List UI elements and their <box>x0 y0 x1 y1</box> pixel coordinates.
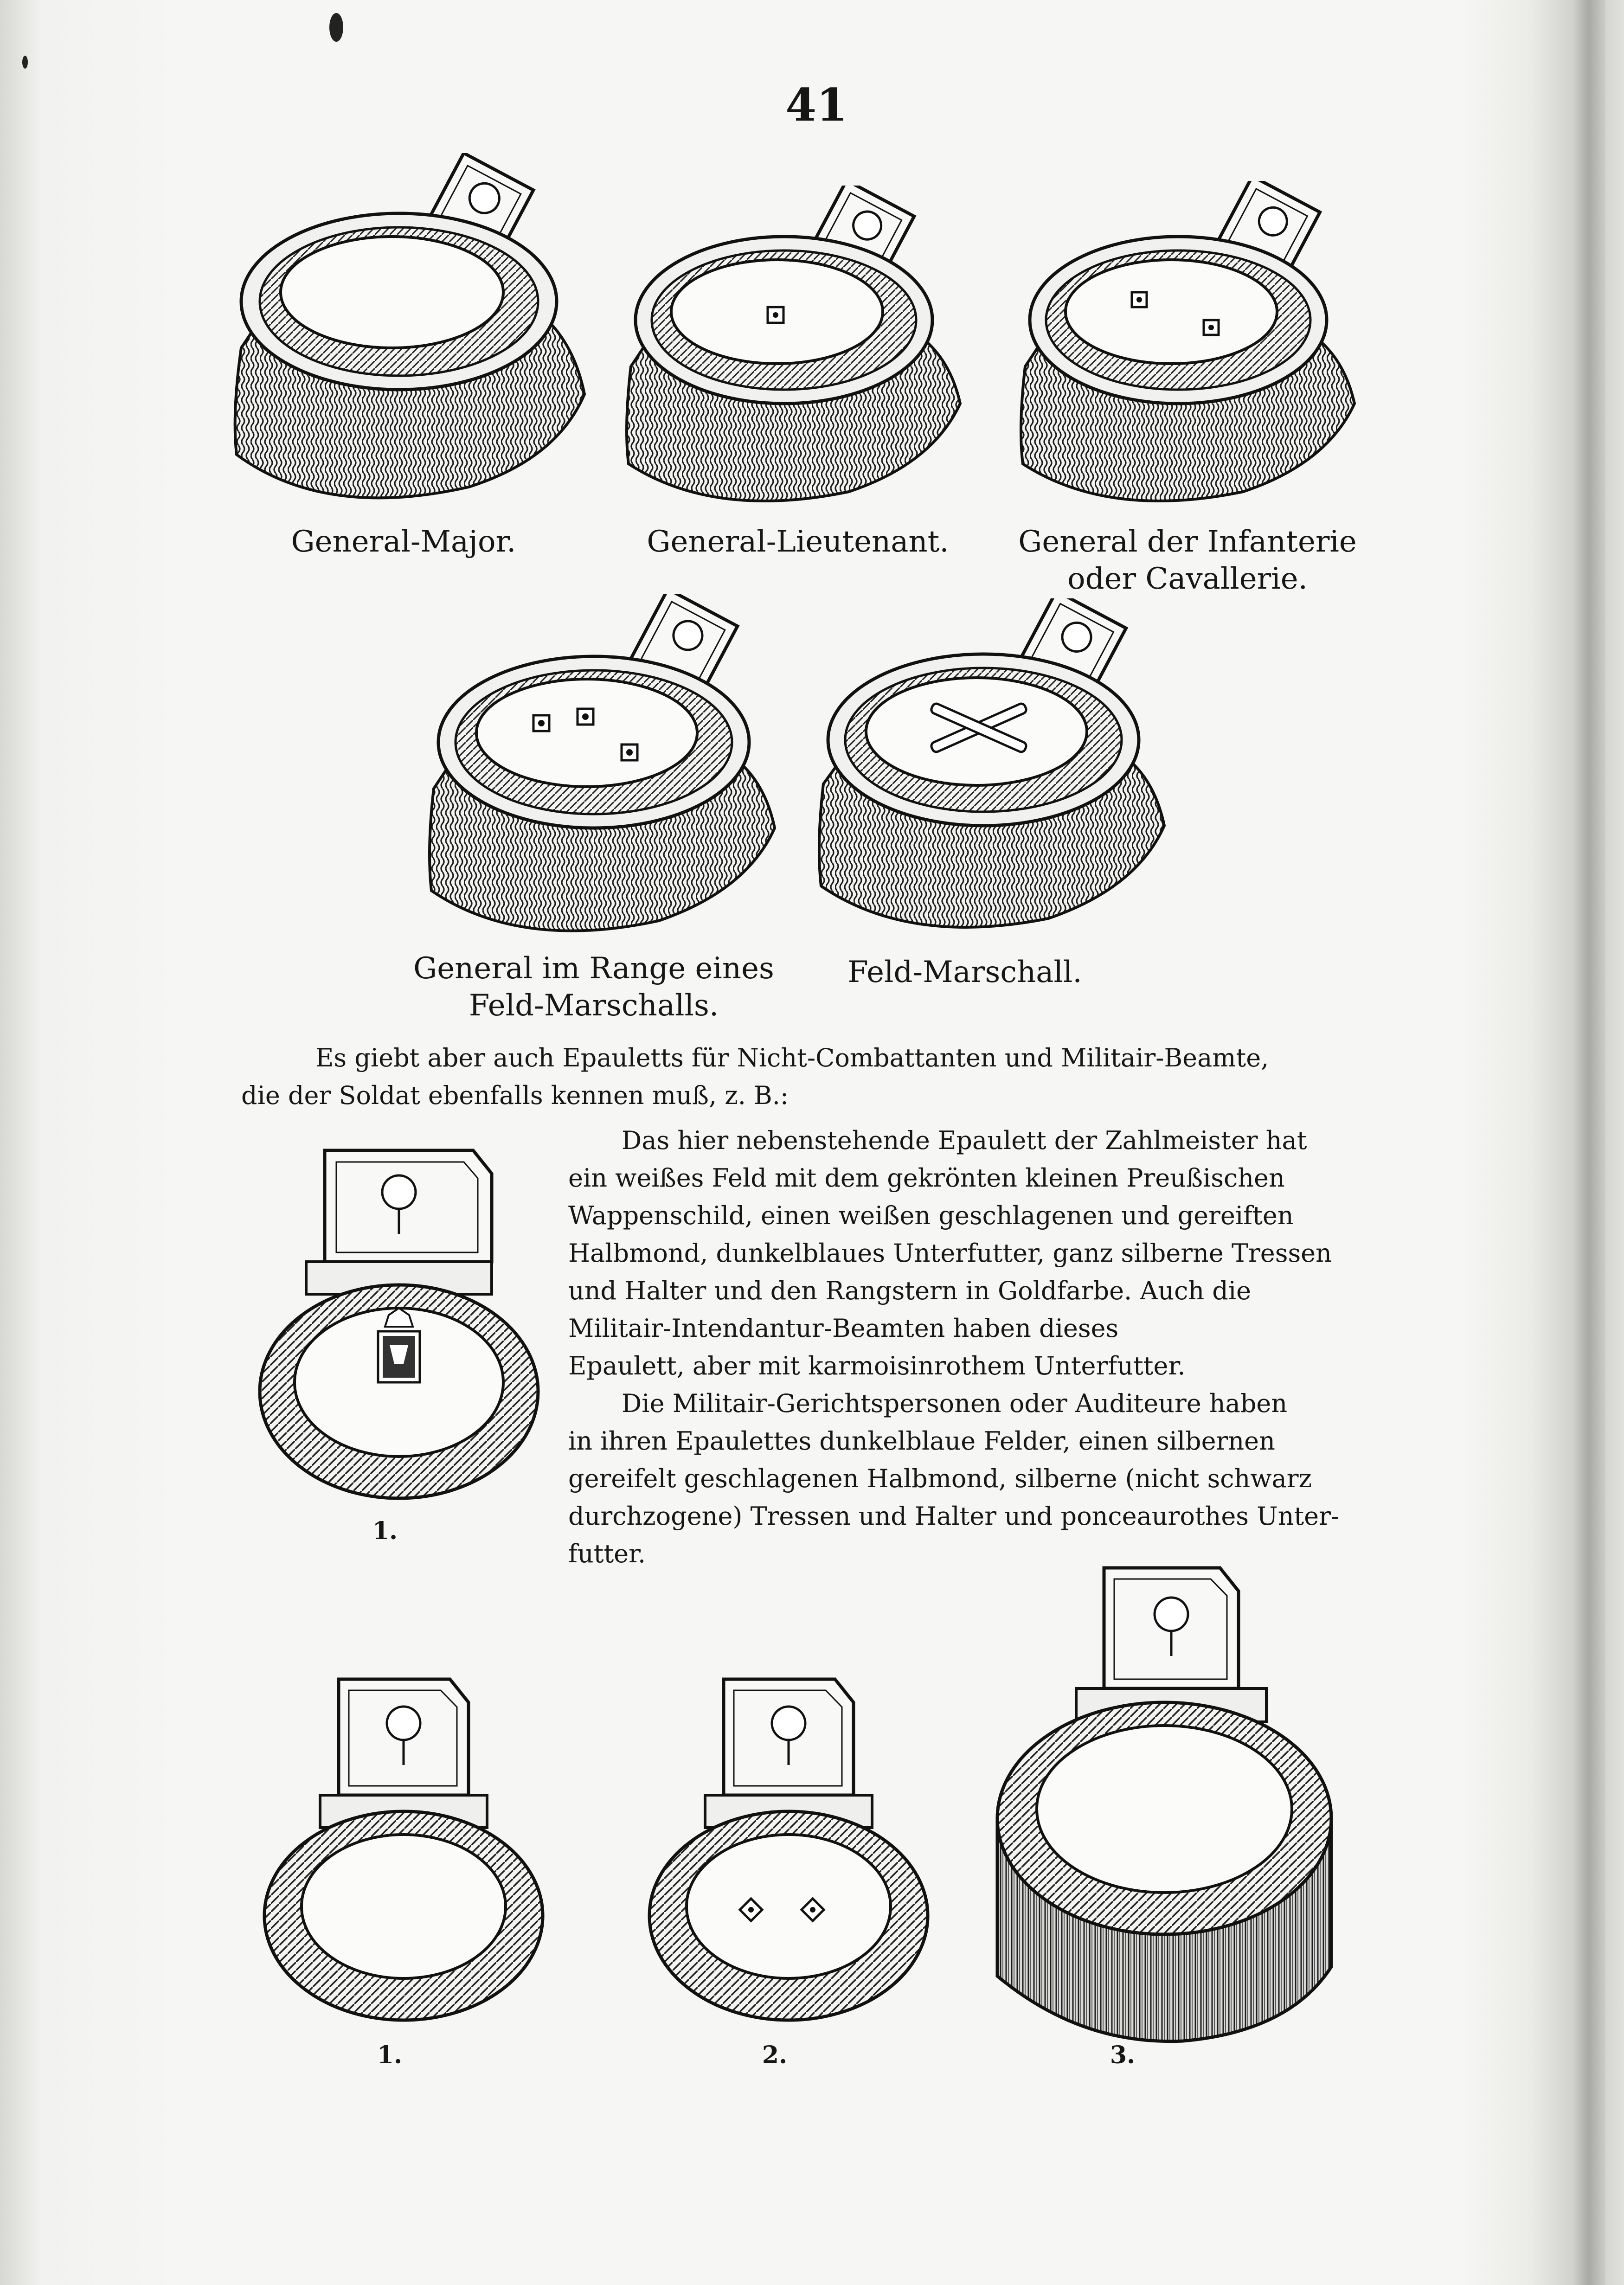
epaulette-bottom-3 <box>988 1559 1350 2050</box>
rank-star <box>533 715 549 731</box>
epaulette-general-lieutenant-illustration <box>598 186 979 524</box>
epaulette-field-marshal <box>789 598 1188 951</box>
body-line-6: Militair-Intendantur-Beamten haben dieses <box>568 1314 1119 1343</box>
body-line-7: Epaulett, aber mit karmoisinrothem Unterfutter. <box>568 1351 1186 1380</box>
epaulette-general-major-illustration <box>204 153 603 524</box>
epaulette-field-marshal-illustration <box>789 598 1188 951</box>
page-gutter-shadow <box>1573 0 1605 2285</box>
epaulette-general-infantry <box>993 181 1373 524</box>
page-number: 41 <box>785 79 847 131</box>
bottom-figure-2-label: 2. <box>762 2041 788 2069</box>
bottom-figure-3-label: 3. <box>1110 2041 1136 2069</box>
rank-star <box>622 745 637 760</box>
caption-general-major: General-Major. <box>291 525 516 559</box>
caption-general-field-marshal-rank-line-1: General im Range eines <box>413 951 774 986</box>
body-line-11: durchzogene) Tressen und Halter und ponceaurothes Unter- <box>568 1502 1340 1531</box>
ink-speck <box>22 56 28 69</box>
body-line-9: in ihren Epaulettes dunkelblaue Felder, einen silbernen <box>568 1426 1275 1456</box>
epaulette-general-lieutenant <box>598 186 979 524</box>
rank-star <box>1204 320 1219 335</box>
epaulette-bottom-2-illustration <box>631 1670 946 2041</box>
paymaster-figure-label: 1. <box>372 1517 398 1545</box>
body-line-1: Das hier nebenstehende Epaulett der Zahlmeister hat <box>622 1126 1307 1155</box>
body-line-10: gereifelt geschlagenen Halbmond, silberne (nicht schwarz <box>568 1464 1312 1493</box>
caption-general-lieutenant: General-Lieutenant. <box>647 525 949 559</box>
body-line-2: ein weißes Feld mit dem gekrönten kleinen Preußischen <box>568 1163 1285 1193</box>
body-line-8: Die Militair-Gerichtspersonen oder Auditeure haben <box>622 1389 1288 1418</box>
epaulette-bottom-1-illustration <box>246 1670 561 2041</box>
body-paragraph <box>568 1122 1345 1573</box>
epaulette-bottom-1 <box>246 1670 561 2041</box>
epaulette-general-major <box>204 153 603 524</box>
intro-line-1: Es giebt aber auch Epauletts für Nicht-Combattanten und Militair-Beamte, <box>315 1043 1269 1072</box>
body-line-3: Wappenschild, einen weißen geschlagenen und gereiften <box>568 1201 1294 1230</box>
caption-field-marshal: Feld-Marschall. <box>847 955 1082 989</box>
intro-paragraph <box>241 1039 1345 1114</box>
caption-general-field-marshal-rank <box>408 950 779 1024</box>
epaulette-bottom-2 <box>631 1670 946 2041</box>
rank-star <box>1132 292 1147 307</box>
caption-general-infantry-line-1: General der Infanterie <box>1018 525 1357 559</box>
ink-speck <box>329 13 343 42</box>
body-line-12: futter. <box>568 1539 646 1568</box>
body-line-4: Halbmond, dunkelblaues Unterfutter, ganz silberne Tressen <box>568 1239 1332 1268</box>
caption-general-field-marshal-rank-line-2: Feld-Marschalls. <box>469 988 719 1023</box>
caption-general-infantry <box>1011 523 1364 597</box>
bottom-figure-1-label: 1. <box>377 2041 403 2069</box>
epaulette-general-field-marshal-rank <box>399 594 798 956</box>
epaulette-general-infantry-illustration <box>993 181 1373 524</box>
rank-star <box>578 709 593 725</box>
body-line-5: und Halter und den Rangstern in Goldfarbe. Auch die <box>568 1276 1252 1305</box>
caption-general-infantry-line-2: oder Cavallerie. <box>1067 562 1308 596</box>
epaulette-paymaster <box>237 1132 561 1540</box>
epaulette-paymaster-illustration <box>237 1132 561 1540</box>
rank-star <box>768 307 783 323</box>
epaulette-general-field-marshal-rank-illustration <box>399 594 798 956</box>
epaulette-bottom-3-illustration <box>988 1559 1350 2050</box>
intro-line-2: die der Soldat ebenfalls kennen muß, z. B.: <box>241 1081 789 1110</box>
